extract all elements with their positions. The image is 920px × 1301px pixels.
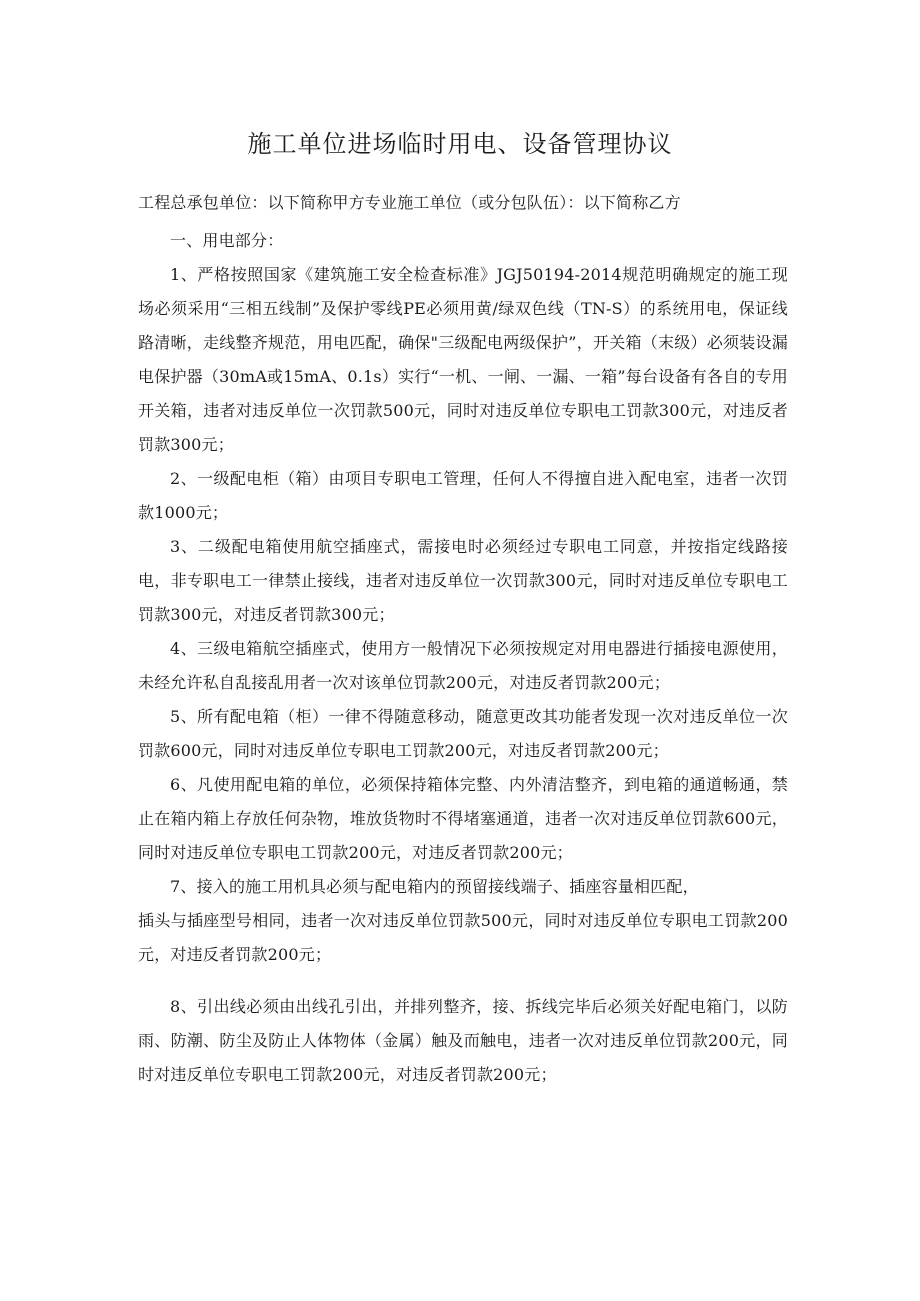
clause-6: 6、凡使用配电箱的单位，必须保持箱体完整、内外清洁整齐，到电箱的通道畅通，禁止在箱内箱上存放任何杂物，堆放货物时不得堵塞通道，违者一次对违反单位罚款600元，同时对违反单位专职电工罚款200元，对违反者罚款200元；	[138, 775, 788, 862]
paragraph-gap	[138, 972, 788, 990]
clause-7-continuation: 插头与插座型号相同，违者一次对违反单位罚款500元，同时对违反单位专职电工罚款200元，对违反者罚款200元；	[138, 911, 788, 964]
document-title: 施工单位进场临时用电、设备管理协议	[247, 130, 673, 159]
section-heading-electricity: 一、用电部分：	[170, 231, 284, 250]
clause-2: 2、一级配电柜（箱）由项目专职电工管理，任何人不得擅自进入配电室，违者一次罚款1000元；	[138, 469, 788, 522]
clause-1: 1、严格按照国家《建筑施工安全检查标准》JGJ50194-2014规范明确规定的施工现场必须采用“三相五线制”及保护零线PE必须用黄/绿双色线（TN-S）的系统用电，保证线路清晰，走线整齐规范，用电匹配，确保"三级配电两级保护”，开关箱（末级）必须装设漏电保护器（30mA或15mA、0.1s）实行“一机、一闸、一漏、一箱”每台设备有各自的专用开关箱，违者对违反单位一次罚款500元，同时对违反单位专职电工罚款300元，对违反者罚款300元；	[138, 265, 788, 454]
clause-3: 3、二级配电箱使用航空插座式，需接电时必须经过专职电工同意，并按指定线路接电，非专职电工一律禁止接线，违者对违反单位一次罚款300元，同时对违反单位专职电工罚款300元，对违反者罚款300元；	[138, 537, 788, 624]
clause-4: 4、三级电箱航空插座式，使用方一般情况下必须按规定对用电器进行插接电源使用，未经允许私自乱接乱用者一次对该单位罚款200元，对违反者罚款200元；	[138, 639, 788, 692]
clause-7-first-line: 7、接入的施工用机具必须与配电箱内的预留接线端子、插座容量相匹配，	[170, 877, 699, 896]
clause-8: 8、引出线必须由出线孔引出，并排列整齐，接、拆线完毕后必须关好配电箱门，以防雨、防潮、防尘及防止人体物体（金属）触及而触电，违者一次对违反单位罚款200元，同时对违反单位专职电工罚款200元，对违反者罚款200元；	[138, 997, 788, 1084]
parties-intro: 工程总承包单位：以下简称甲方专业施工单位（或分包队伍）：以下简称乙方	[138, 193, 681, 212]
clause-5: 5、所有配电箱（柜）一律不得随意移动，随意更改其功能者发现一次对违反单位一次罚款600元，同时对违反单位专职电工罚款200元，对违反者罚款200元；	[138, 707, 788, 760]
document-body	[138, 186, 788, 1092]
